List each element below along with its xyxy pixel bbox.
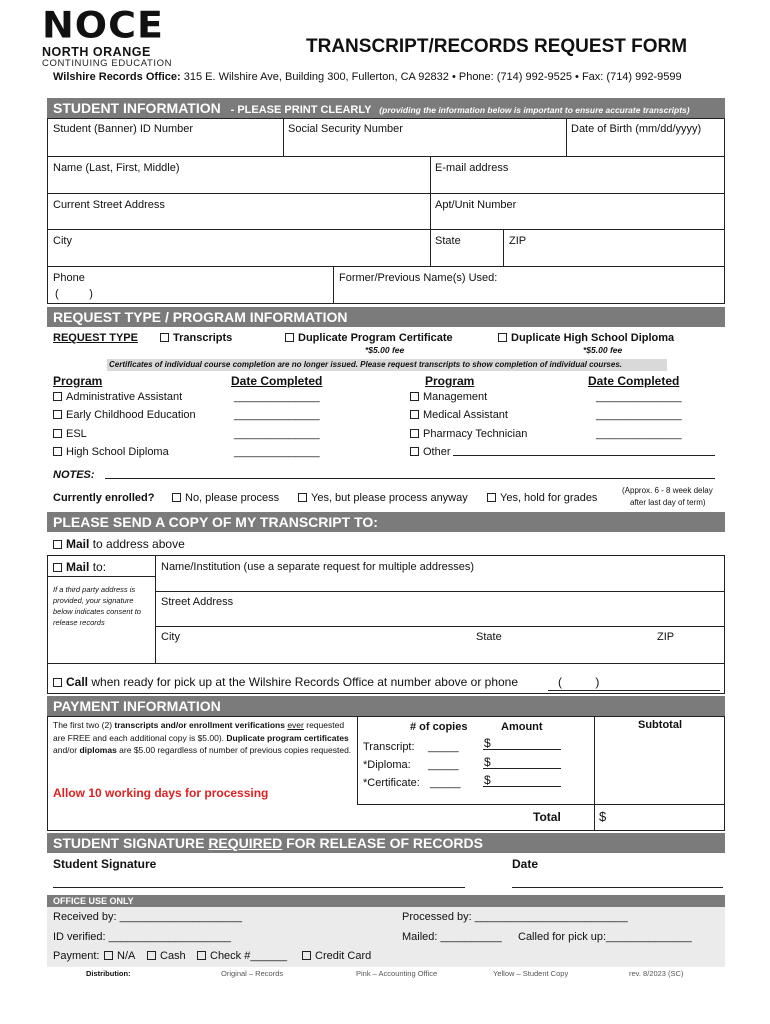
notes-label: NOTES: [53, 469, 95, 481]
opt-dup-cert[interactable]: Duplicate Program Certificate [285, 332, 453, 344]
pay-na[interactable]: N/A [104, 950, 135, 962]
checkbox-icon[interactable] [487, 493, 496, 502]
street-address-field[interactable]: Current Street Address [53, 199, 165, 211]
checkbox-icon[interactable] [410, 429, 419, 438]
payment-header: PAYMENT INFORMATION [47, 696, 725, 716]
program-hs-diploma[interactable]: High School Diploma [53, 446, 169, 458]
transcript-copies[interactable]: _____ [428, 741, 459, 753]
send-header: PLEASE SEND A COPY OF MY TRANSCRIPT TO: [47, 512, 725, 532]
phone-field[interactable]: Phone [53, 272, 85, 284]
checkbox-icon[interactable] [147, 951, 156, 960]
enrolled-label: Currently enrolled? [53, 492, 155, 504]
payment-description: The first two (2) transcripts and/or enrollment verifications ever requested are FREE and each additional copy is $5.00). Duplicate program certificates and/or diplomas are $5.00 regardless of number of previous copies requested. [53, 720, 352, 755]
call-phone-parens: ( ) [558, 675, 600, 689]
former-names-field[interactable]: Former/Previous Name(s) Used: [339, 272, 498, 284]
payment-label: Payment: [53, 950, 100, 962]
certificate-copies[interactable]: _____ [430, 777, 461, 789]
checkbox-icon[interactable] [498, 333, 507, 342]
diploma-amount[interactable]: $ [484, 755, 491, 769]
transcript-amount[interactable]: $ [484, 736, 491, 750]
checkbox-icon[interactable] [197, 951, 206, 960]
diploma-copies[interactable]: _____ [428, 759, 459, 771]
date-heading-right: Date Completed [588, 374, 680, 388]
logo-subtitle-2: CONTINUING EDUCATION [42, 58, 173, 69]
program-admin-assistant[interactable]: Administrative Assistant [53, 391, 182, 403]
signature-date-label: Date [512, 857, 539, 871]
student-info-header [47, 98, 725, 118]
email-field[interactable]: E-mail address [435, 162, 509, 174]
footer-distribution: Distribution: [86, 969, 131, 978]
pay-credit-card[interactable]: Credit Card [302, 950, 371, 962]
program-management[interactable]: Management [410, 391, 487, 403]
mail-state-field[interactable]: State [476, 631, 502, 643]
checkbox-icon[interactable] [53, 540, 62, 549]
institution-field[interactable]: Name/Institution (use a separate request for multiple addresses) [161, 561, 475, 573]
received-by[interactable]: Received by: ____________________ [53, 911, 242, 923]
footer-yellow: Yellow – Student Copy [493, 969, 569, 978]
program-heading-right: Program [425, 374, 475, 388]
total-amount[interactable]: $ [599, 809, 607, 824]
enrolled-yes-process[interactable]: Yes, but please process anyway [298, 492, 468, 504]
mail-above-option[interactable]: Mail to address above [53, 537, 185, 551]
checkbox-icon[interactable] [53, 392, 62, 401]
opt-transcripts[interactable]: Transcripts [160, 332, 232, 344]
state-field[interactable]: State [435, 235, 461, 247]
pay-check[interactable]: Check #______ [197, 950, 287, 962]
checkbox-icon[interactable] [104, 951, 113, 960]
enrolled-note-1: (Approx. 6 - 8 week delay [622, 486, 713, 495]
checkbox-icon[interactable] [53, 563, 62, 572]
enrolled-yes-hold[interactable]: Yes, hold for grades [487, 492, 597, 504]
student-id-field[interactable]: Student (Banner) ID Number [53, 123, 194, 135]
checkbox-icon[interactable] [53, 447, 62, 456]
signature-date-line[interactable] [512, 887, 723, 888]
certificate-row-label: *Certificate: [363, 777, 420, 789]
checkbox-icon[interactable] [410, 392, 419, 401]
logo-subtitle: NORTH ORANGE [42, 45, 151, 59]
checkbox-icon[interactable] [410, 410, 419, 419]
certificate-notice: Certificates of individual course completion are no longer issued. Please request transcripts to show completion of individual courses. [107, 359, 667, 371]
dup-diploma-fee: *$5.00 fee [583, 345, 623, 355]
program-pharmacy-tech[interactable]: Pharmacy Technician [410, 428, 527, 440]
office-info: 315 E. Wilshire Ave, Building 300, Fullerton, CA 92832 • Phone: (714) 992-9525 • Fax: (714) 992-9599 [183, 71, 682, 83]
request-type-label: REQUEST TYPE [53, 332, 138, 344]
date-heading-left: Date Completed [231, 374, 323, 388]
date-blank[interactable]: ______________ [234, 409, 320, 421]
enrolled-note-2: after last day of term) [630, 498, 706, 507]
checkbox-icon[interactable] [53, 410, 62, 419]
zip-field[interactable]: ZIP [509, 235, 527, 247]
diploma-row-label: *Diploma: [363, 759, 411, 771]
dup-cert-fee: *$5.00 fee [365, 345, 405, 355]
id-verified[interactable]: ID verified: ____________________ [53, 931, 231, 943]
enrolled-no[interactable]: No, please process [172, 492, 279, 504]
amount-heading: Amount [501, 721, 543, 733]
form-title: TRANSCRIPT/RECORDS REQUEST FORM [306, 36, 688, 57]
transcript-row-label: Transcript: [363, 741, 415, 753]
pay-cash[interactable]: Cash [147, 950, 186, 962]
footer-rev: rev. 8/2023 (SC) [629, 969, 684, 978]
phone-parens: ( ) [55, 288, 93, 300]
mail-street-field[interactable]: Street Address [161, 596, 234, 608]
date-blank[interactable]: ______________ [234, 428, 320, 440]
name-field[interactable]: Name (Last, First, Middle) [53, 162, 180, 174]
office-use-header: OFFICE USE ONLY [47, 895, 725, 907]
processed-by[interactable]: Processed by: _________________________ [402, 911, 628, 923]
noce-logo: NOCE [42, 4, 164, 46]
processing-time-note: Allow 10 working days for processing [53, 786, 269, 800]
dob-field[interactable]: Date of Birth (mm/dd/yyyy) [571, 123, 702, 135]
mail-city-field[interactable]: City [161, 631, 180, 643]
signature-label: Student Signature [53, 857, 157, 871]
subtotal-heading: Subtotal [638, 719, 682, 731]
total-label: Total [533, 810, 561, 824]
date-blank[interactable]: ______________ [234, 446, 320, 458]
mailed[interactable]: Mailed: __________ [402, 931, 502, 943]
request-header: REQUEST TYPE / PROGRAM INFORMATION [47, 307, 725, 327]
mail-to-option[interactable]: Mail to: [53, 560, 106, 574]
checkbox-icon[interactable] [172, 493, 181, 502]
mail-zip-field[interactable]: ZIP [657, 631, 675, 643]
checkbox-icon[interactable] [53, 429, 62, 438]
apt-field[interactable]: Apt/Unit Number [435, 199, 517, 211]
ssn-field[interactable]: Social Security Number [288, 123, 403, 135]
student-info-title: STUDENT INFORMATION [53, 100, 221, 116]
checkbox-icon[interactable] [53, 678, 62, 687]
third-party-note: If a third party address is provided, your signature below indicates consent to release records [53, 585, 141, 627]
checkbox-icon[interactable] [410, 447, 419, 456]
signature-line[interactable] [53, 887, 465, 888]
called-for-pickup[interactable]: Called for pick up:______________ [518, 931, 692, 943]
program-esl[interactable]: ESL [53, 428, 87, 440]
checkbox-icon[interactable] [285, 333, 294, 342]
office-label: Wilshire Records Office: [53, 71, 181, 83]
program-early-childhood[interactable]: Early Childhood Education [53, 409, 196, 421]
signature-header: STUDENT SIGNATURE REQUIRED FOR RELEASE OF RECORDS [47, 833, 725, 853]
checkbox-icon[interactable] [302, 951, 311, 960]
opt-dup-diploma[interactable]: Duplicate High School Diploma [498, 332, 674, 344]
checkbox-icon[interactable] [160, 333, 169, 342]
copies-heading: # of copies [410, 721, 468, 733]
date-blank[interactable]: ______________ [596, 428, 682, 440]
office-line [53, 71, 682, 83]
student-info-note: - PLEASE PRINT CLEARLY [230, 104, 372, 116]
date-blank[interactable]: ______________ [234, 391, 320, 403]
checkbox-icon[interactable] [298, 493, 307, 502]
program-other[interactable]: Other [410, 446, 451, 458]
date-blank[interactable]: ______________ [596, 409, 682, 421]
date-blank[interactable]: ______________ [596, 391, 682, 403]
certificate-amount[interactable]: $ [484, 773, 491, 787]
call-option[interactable]: Call when ready for pick up at the Wilshire Records Office at number above or phone [53, 675, 518, 689]
notes-line[interactable] [105, 478, 715, 479]
footer-original: Original – Records [221, 969, 284, 978]
program-heading-left: Program [53, 374, 103, 388]
student-info-italic: (providing the information below is important to ensure accurate transcripts) [379, 105, 690, 115]
program-medical-assistant[interactable]: Medical Assistant [410, 409, 508, 421]
footer-pink: Pink – Accounting Office [356, 969, 438, 978]
city-field[interactable]: City [53, 235, 72, 247]
